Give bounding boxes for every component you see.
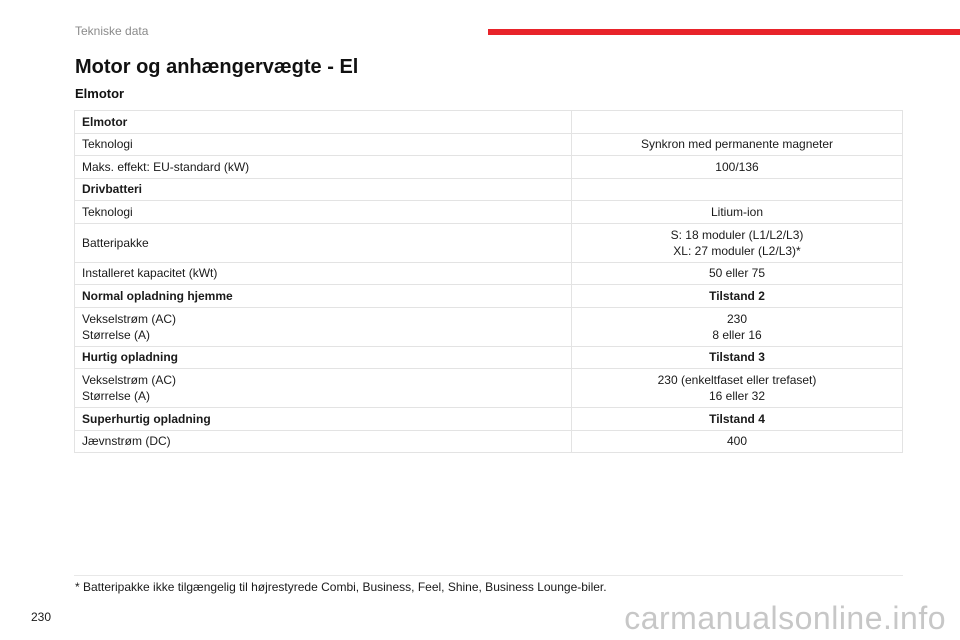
row-value: Tilstand 3 — [572, 346, 903, 369]
row-label: Jævnstrøm (DC) — [75, 430, 572, 453]
row-label: Maks. effekt: EU-standard (kW) — [75, 156, 572, 179]
row-value: 50 eller 75 — [572, 262, 903, 285]
page-title: Motor og anhængervægte - El — [75, 56, 359, 78]
table-row — [75, 369, 903, 408]
section-header: Tekniske data — [75, 24, 149, 38]
table-row — [75, 307, 903, 346]
row-label: Vekselstrøm (AC) Størrelse (A) — [75, 369, 572, 408]
row-value: Synkron med permanente magneter — [572, 133, 903, 156]
table-row — [75, 285, 903, 308]
table-row — [75, 346, 903, 369]
row-label: Normal opladning hjemme — [75, 285, 572, 308]
spec-table-body — [75, 111, 903, 453]
row-label: Drivbatteri — [75, 178, 572, 201]
spec-table — [74, 110, 903, 453]
row-label: Hurtig opladning — [75, 346, 572, 369]
table-row — [75, 156, 903, 179]
footnote-divider — [74, 575, 903, 576]
table-row — [75, 430, 903, 453]
row-value: 100/136 — [572, 156, 903, 179]
table-row — [75, 133, 903, 156]
row-value: Litium-ion — [572, 201, 903, 224]
table-row — [75, 262, 903, 285]
row-label: Batteripakke — [75, 223, 572, 262]
table-row — [75, 111, 903, 134]
row-value: Tilstand 2 — [572, 285, 903, 308]
row-label: Superhurtig opladning — [75, 408, 572, 431]
row-value: 230 8 eller 16 — [572, 307, 903, 346]
row-label: Vekselstrøm (AC) Størrelse (A) — [75, 307, 572, 346]
row-label: Teknologi — [75, 201, 572, 224]
table-row — [75, 223, 903, 262]
row-value: S: 18 moduler (L1/L2/L3) XL: 27 moduler (L2/L3)* — [572, 223, 903, 262]
row-label: Installeret kapacitet (kWt) — [75, 262, 572, 285]
table-row — [75, 178, 903, 201]
page-subtitle: Elmotor — [75, 86, 125, 101]
row-value — [572, 111, 903, 134]
row-value — [572, 178, 903, 201]
accent-bar — [488, 29, 960, 35]
page-number: 230 — [31, 610, 52, 624]
row-label: Teknologi — [75, 133, 572, 156]
watermark: carmanualsonline.info — [624, 600, 946, 636]
footnote: * Batteripakke ikke tilgængelig til højrestyrede Combi, Business, Feel, Shine, Business Lounge-biler. — [75, 580, 607, 594]
row-value: Tilstand 4 — [572, 408, 903, 431]
table-row — [75, 201, 903, 224]
row-value: 400 — [572, 430, 903, 453]
table-row — [75, 408, 903, 431]
row-value: 230 (enkeltfaset eller trefaset) 16 eller 32 — [572, 369, 903, 408]
row-label: Elmotor — [75, 111, 572, 134]
